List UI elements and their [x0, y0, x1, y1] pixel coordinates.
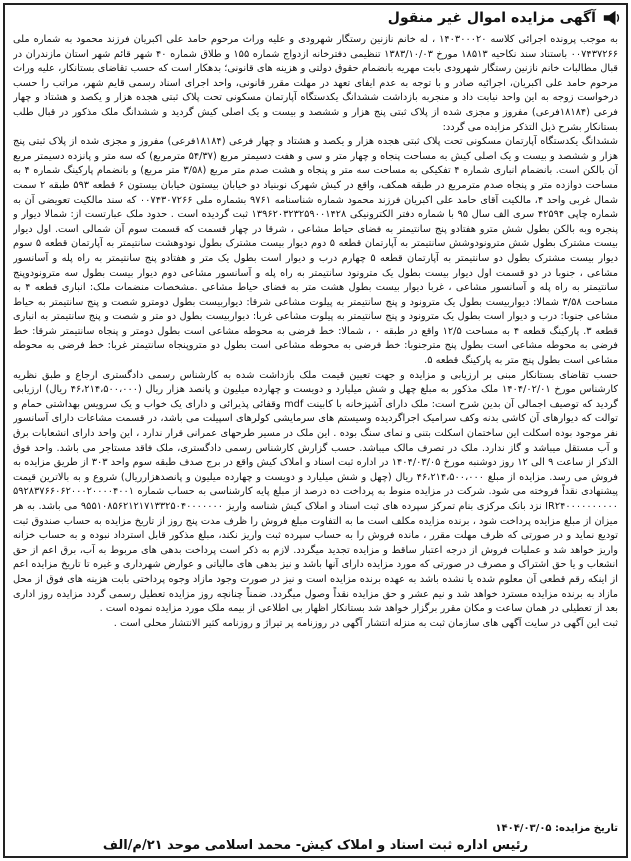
paragraph: ششدانگ یکدستگاه آپارتمان مسکونی تحت پلاک ثبتی هجده هزار و یکصد و هشتاد و چهار فرعی (۱۸۱۸۴فرعی) مفروز و مجزی شده از پلاک ثبتی پنج هزار و ششصد و بیست و یک اصلی کیش به مساحت پنجاه و چهار متر و سی و هفت دسیمتر مربع (۵۴/۳۷ مترمربع) که سه متر و پانزده دسیمتر مربع آن بالکن است. بانضمام انباری شماره ۴ تفکیکی به مساحت سه متر و پنجاه و هشت صدم متر مربع (۳/۵۸ متر مربع) و بانضمام پارکینگ شماره ۴ به مساحت دوازده متر و پنجاه صدم مترمربع در طبقه همکف، واقع در کیش شهرک نوبنیاد دو خیابان بیستون خیابان بیستون ۶ قطعه ۵۹۳ طبقه ۲ سمت شمال غربی واحد ۴، مالکیت آقای حامد علی اکبریان فرزند محمود شماره شناسنامه ۹۷۶۱ بشماره ملی ۰۰۷۴۳۰۷۲۶۶ که سند مالکیت تعویضی آن به شماره چاپی ۴۲۵۹۴ سری الف سال ۹۵ با شماره دفتر الکترونیکی ۱۳۹۶۲۰۳۲۳۲۵۹۰۰۱۴۲۸ ثبت گردیده است . حدود ملک عبارتست از: شمالا دیوار و پنجره وبه بالکن بطول شش مترو هفتادو پنج سانتیمتر به فضای حیاط مشاعی ، شرقا در چهار قسمت که قسمت سوم آن شمالی است. اول دیوار بیست مشترک بطول شش مترونودوشش سانتیمتر به آپارتمان قطعه ۵ دوم دیوار بیست مشترک بطول نودوهشت سانتیمتر به آپارتمان قطعه ۵ سوم دیوار بیست مشترک بطول دو سانتیمتر به آپارتمان قطعه ۵ چهارم درب و دیوار است بطول یک متر و هفتادو پنج سانتیمتر به راه پله و آسانسور مشاعی ، جنوبا در دو قسمت اول دیوار بیست بطول یک مترونود سانتیمتر به راه پله و آسانسور مشاعی دوم دیوار بیست بطول سه مترونودوپنج سانتیمتر به راه پله و آسانسور مشاعی ، غربا دیوار بیست بطول هشت متر به فضای حیاط مشاعی .مشخصات منضمات ملک: انباری قطعه ۴ به مساحت ۳/۵۸ شمالا: دیواربیست بطول یک مترونود و پنج سانتیمتر به پیلوت مشاعی شرقا: دیواربیست بطول دومترو شصت و پنج سانتیمتر به حیاط مشاعی جنوبا: درب و دیوار است بطول یک مترونود و پنج سانتیمتر به پیلوت مشاعی غربا: دیواربیست بطول دو متر و شصت و پنج سانتیمتر به انباری قطعه ۳. پارکینگ قطعه ۴ به مساحت ۱۲/۵ واقع در طبقه ۰ ، شمالا: خط فرضی به محوطه مشاعی است بطول دومتر و پنجاه سانتیمتر شرقا: خط فرضی به محوطه مشاعی است بطول پنج مترجنوبا: خط فرضی به محوطه مشاعی است بطول دو متروپنجاه سانتیمتر غربا: خط فرضی به محوطه مشاعی است بطول پنج متر به پارکینگ قطعه ۵. [13, 136, 618, 367]
signature-line: رئیس اداره ثبت اسناد و املاک کیش- محمد اسلامی موحد ۲۱/م/الف [102, 838, 529, 853]
speaker-icon [602, 9, 620, 27]
notice-header [5, 5, 626, 31]
paragraph: حسب تقاضای بستانکار مبنی بر ارزیابی و مزایده و جهت تعیین قیمت ملک بازداشت شده به کارشناس رسمی دادگستری ارجاع و طبق نظریه کارشناس مورخ ۱۴۰۴/۰۲/۰۱ ملک مذکور به مبلغ چهل و شش میلیارد و دویست و چهارده میلیون و پانصد هزار ریال (۴۶،۲۱۴،۵۰۰،۰۰۰ ریال) ارزیابی گردید که توصیف اجمالی آن بدین شرح است: ملک دارای آشپزخانه با کابینت mdf وقفائی پذیرائی و دارای یک خواب و یک سرویس بهداشتی حمام و توالت که دیوارهای آن کاشی بدنه وکف سرامیک اجراگردیده وسیستم های سرمایشی کولرهای اسپیلت می باشد، در قسمت مشاعات دارای آسانسور نفر موجود بوده اسکلت این ساختمان اسکلت بتنی و نمای سنگ بوده . این ملک در مسیر طرحهای عمرانی قرار ندارد ، این واحد دارای انشعابات برق و آب مستقل میباشد و گاز ندارد. ملک در تصرف مالک میباشد. حسب گزارش کارشناس رسمی دادگستری، ملک فاقد مستاجر می باشد. واحد فوق الذکر از ساعت ۹ الی ۱۲ روز دوشنبه مورخ ۱۴۰۴/۰۳/۰۵ در اداره ثبت اسناد و املاک کیش واقع در برج صدف طبقه سوم واحد ۳۰۳ از طریق مزایده به فروش می رسد. مزایده از مبلغ ۴۶،۲۱۴،۵۰۰،۰۰۰ ریال (چهل و شش میلیارد و دویست و چهارده میلیون و پانصدهزارریال) شروع و به بالاترین قیمت پیشنهادی نقداً فروخته می شود. شرکت در مزایده منوط به پرداخت ده درصد از مبلغ پایه کارشناسی به حساب شماره ۵۹۲۸۳۷۶۶۰۶۲۰۰۰۲۰۰۰۰۴۰۰۱ IR۲۴۰۰۰۰۰۰۰۰۰۰ نزد بانک مرکزی بنام تمرکز سپرده های ثبت اسناد و املاک کیش شناسه واریز ۹۵۵۱۰۸۵۶۲۱۲۱۷۱۳۳۲۵۰۴۰۰۰۰۰۰۰ می باشد. به هر میزان از مبلغ مزایده پرداخت شود ، برنده مزایده مکلف است ما به التفاوت مبلغ فروش را ظرف مدت پنج روز از تاریخ مزایده به حساب صندوق ثبت تودیع نماید و در صورتی که ظرف مهلت مقرر ، مانده فروش را به حساب سپرده ثبت واریز نکند، مبلغ مذکور قابل استرداد نبوده و به حساب خزانه واریز خواهد شد و عملیات فروش از درجه اعتبار ساقط و مزایده تجدید میگردد. لازم به ذکر است پرداخت بدهی های مربوط به آب، برق اعم از حق انشعاب و یا حق اشتراک و مصرف در صورتی که مورد مزایده دارای آنها باشد و نیز بدهی های مالیاتی و عوارض شهرداری و غیره تا تاریخ مزایده اعم از اینکه رقم قطعی آن معلوم شده یا نشده باشد به عهده برنده مزایده است و نیز در صورت وجود مازاد وجوه پرداختی بابت هزینه های فوق از محل مازاد به برنده مزایده مسترد خواهد شد و نیم عشر و حق مزایده نقداً وصول میگردد. ضمناً چنانچه روز مزایده تعطیل رسمی گردد مزایده روز اداری بعد از تعطیلی در همان ساعت و مکان مقرر برگزار خواهد شد بستانکار اظهار بی اطلاعی از بیمه ملک مورد مزایده نموده است . [13, 369, 618, 615]
notice-title: آگهی مزایده اموال غیر منقول [387, 10, 596, 26]
paragraph: به موجب پرونده اجرائی کلاسه ۱۴۰۳۰۰۰۲۰ ، له خانم نازنین رستگار شهرودی و علیه وراث مرحوم حامد علی اکبریان فرزند محمود به شماره ملی ۰۰۷۴۳۷۲۶۶ باستناد سند نکاحیه ۱۸۵۱۳ مورخ ۱۳۸۳/۱۰/۰۳ تنظیمی دفترخانه ازدواج شماره ۱۵۵ و طلاق شماره ۴۰ شهر قائم شهر استان مازندران در قبال مطالبات خانم نازنین رستگار شهرودی بابت مهریه بانضمام حقوق دولتی و هزینه های قانونی؛ بدهکار است که حسب تقاضای بستانکار، علیه وراث مرحوم حامد علی اکبریان، اجرائیه صادر و با توجه به عدم ایفای تعهد در مهلت مقرر قانونی، واحد اجرای اسناد رسمی قایم شهر، مراتب را حسب درخواست زوجه به این واحد نیابت داد و منجربه بازداشت ششدانگ یکدستگاه آپارتمان مسکونی تحت پلاک ثبتی هجده هزار و یکصد و هشتاد و چهار فرعی (۱۸۱۸۴فرعی) مفروز و مجزی شده از پلاک ثبتی پنج هزار و ششصد و بیست و یک اصلی کیش گردید و ششدانگ ملک مذکور در قبال طلب بستانکار بشرح ذیل التذکر مزایده می گردد: [13, 34, 618, 133]
auction-notice [3, 3, 628, 858]
publish-date: تاریخ مزایده: ۱۴۰۴/۰۳/۰۵ [495, 823, 618, 834]
notice-body [13, 33, 618, 822]
paragraph: ثبت این آگهی در سایت آگهی های سازمان ثبت به منزله انتشار آگهی در روزنامه پر تیراژ و روزنامه کثیر الانتشار محلی است . [113, 617, 618, 629]
